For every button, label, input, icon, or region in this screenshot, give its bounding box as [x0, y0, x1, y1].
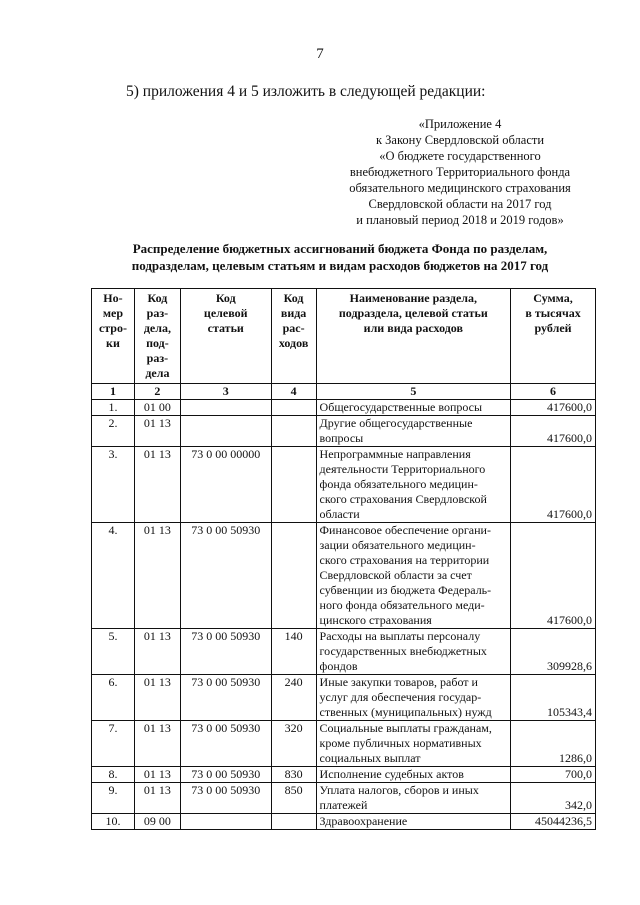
- target-code-cell: 73 0 00 50930: [180, 721, 271, 767]
- column-number-4: 4: [271, 384, 316, 400]
- table-header-row: [92, 289, 596, 384]
- name-line: Другие общегосударственные: [319, 416, 473, 430]
- name-line: платежей: [319, 798, 368, 812]
- appendix-line: внебюджетного Территориального фонда: [349, 165, 571, 179]
- name-line: услуг для обеспечения государ-: [319, 690, 482, 704]
- name-cell: [316, 629, 511, 675]
- column-header-line: или вида расходов: [363, 321, 463, 335]
- table-row: [92, 767, 596, 783]
- column-header-line: целевой: [203, 306, 248, 320]
- appendix-header: [318, 116, 602, 228]
- table-row: [92, 447, 596, 523]
- name-line: ного фонда обязательного меди-: [319, 598, 485, 612]
- name-line: цинского страхования: [319, 613, 432, 627]
- expense-kind-cell: [271, 814, 316, 830]
- appendix-line: к Закону Свердловской области: [375, 133, 545, 147]
- column-numbers-row: [92, 384, 596, 400]
- sum-cell: 417600,0: [511, 447, 596, 523]
- name-line: ственных (муниципальных) нужд: [319, 705, 492, 719]
- column-header-line: статьи: [207, 321, 244, 335]
- appendix-line: и плановый период 2018 и 2019 годов»: [356, 213, 564, 227]
- column-header-line: Код: [215, 291, 236, 305]
- column-header-line: ки: [106, 336, 120, 350]
- column-header-4: [271, 289, 316, 384]
- column-header-line: рас-: [282, 321, 305, 335]
- sum-cell: 417600,0: [511, 523, 596, 629]
- appendix-line: Свердловской области на 2017 год: [368, 197, 552, 211]
- column-header-1: [92, 289, 135, 384]
- target-code-cell: 73 0 00 50930: [180, 629, 271, 675]
- target-code-cell: [180, 400, 271, 416]
- section-code-cell: 01 13: [134, 767, 180, 783]
- name-cell: [316, 447, 511, 523]
- name-line: государственных внебюджетных: [319, 644, 487, 658]
- column-header-2: [134, 289, 180, 384]
- column-header-line: Но-: [103, 291, 123, 305]
- name-line: вопросы: [319, 431, 364, 445]
- sum-cell: 1286,0: [511, 721, 596, 767]
- column-header-line: ходов: [278, 336, 309, 350]
- name-line: Уплата налогов, сборов и иных: [319, 783, 479, 797]
- section-code-cell: 01 13: [134, 523, 180, 629]
- appendix-line: «О бюджете государственного: [379, 149, 541, 163]
- row-number-cell: 1.: [92, 400, 135, 416]
- column-header-line: дела: [145, 366, 170, 380]
- target-code-cell: 73 0 00 50930: [180, 523, 271, 629]
- table-row: [92, 814, 596, 830]
- name-line: Свердловской области за счет: [319, 568, 472, 582]
- column-header-line: раз-: [146, 306, 169, 320]
- row-number-cell: 7.: [92, 721, 135, 767]
- expense-kind-cell: 140: [271, 629, 316, 675]
- name-cell: [316, 783, 511, 814]
- name-line: деятельности Территориального: [319, 462, 486, 476]
- section-code-cell: 09 00: [134, 814, 180, 830]
- section-code-cell: 01 13: [134, 721, 180, 767]
- target-code-cell: 73 0 00 50930: [180, 675, 271, 721]
- name-cell: [316, 523, 511, 629]
- table-title-line: подразделам, целевым статьям и видам расходов бюджетов на 2017 год: [131, 258, 549, 273]
- name-cell: [316, 400, 511, 416]
- name-line: фондов: [319, 659, 358, 673]
- budget-table: [91, 288, 596, 830]
- table-row: [92, 675, 596, 721]
- name-line: Социальные выплаты гражданам,: [319, 721, 492, 735]
- table-row: [92, 721, 596, 767]
- name-cell: [316, 721, 511, 767]
- name-line: ского страхования на территории: [319, 553, 490, 567]
- name-line: Общегосударственные вопросы: [319, 400, 483, 414]
- name-line: фонда обязательного медицин-: [319, 477, 478, 491]
- target-code-cell: [180, 814, 271, 830]
- name-cell: [316, 416, 511, 447]
- target-code-cell: 73 0 00 00000: [180, 447, 271, 523]
- intro-text: 5) приложения 4 и 5 изложить в следующей редакции:: [126, 83, 486, 100]
- sum-cell: 309928,6: [511, 629, 596, 675]
- name-line: социальных выплат: [319, 751, 421, 765]
- name-line: Иные закупки товаров, работ и: [319, 675, 478, 689]
- name-line: Исполнение судебных актов: [319, 767, 464, 781]
- expense-kind-cell: [271, 447, 316, 523]
- section-code-cell: 01 00: [134, 400, 180, 416]
- column-header-line: подраздела, целевой статьи: [338, 306, 488, 320]
- column-header-line: вида: [280, 306, 307, 320]
- column-number-5: 5: [316, 384, 511, 400]
- column-header-line: Код: [147, 291, 168, 305]
- section-code-cell: 01 13: [134, 783, 180, 814]
- column-header-line: мер: [102, 306, 124, 320]
- name-line: Непрограммные направления: [319, 447, 471, 461]
- column-header-line: под-: [146, 336, 169, 350]
- row-number-cell: 2.: [92, 416, 135, 447]
- expense-kind-cell: [271, 416, 316, 447]
- table-row: [92, 400, 596, 416]
- column-number-6: 6: [511, 384, 596, 400]
- target-code-cell: [180, 416, 271, 447]
- name-line: ского страхования Свердловской: [319, 492, 487, 506]
- table-row: [92, 783, 596, 814]
- row-number-cell: 10.: [92, 814, 135, 830]
- row-number-cell: 8.: [92, 767, 135, 783]
- column-number-3: 3: [180, 384, 271, 400]
- column-header-3: [180, 289, 271, 384]
- column-header-line: в тысячах: [525, 306, 581, 320]
- row-number-cell: 3.: [92, 447, 135, 523]
- name-line: субвенции из бюджета Федераль-: [319, 583, 492, 597]
- sum-cell: 45044236,5: [511, 814, 596, 830]
- sum-cell: 342,0: [511, 783, 596, 814]
- table-row: [92, 629, 596, 675]
- row-number-cell: 6.: [92, 675, 135, 721]
- target-code-cell: 73 0 00 50930: [180, 783, 271, 814]
- row-number-cell: 5.: [92, 629, 135, 675]
- expense-kind-cell: [271, 400, 316, 416]
- row-number-cell: 4.: [92, 523, 135, 629]
- column-header-line: Наименование раздела,: [349, 291, 478, 305]
- name-cell: [316, 767, 511, 783]
- expense-kind-cell: [271, 523, 316, 629]
- name-line: кроме публичных нормативных: [319, 736, 482, 750]
- row-number-cell: 9.: [92, 783, 135, 814]
- column-number-1: 1: [92, 384, 135, 400]
- expense-kind-cell: 320: [271, 721, 316, 767]
- name-line: Финансовое обеспечение органи-: [319, 523, 491, 537]
- column-header-line: раз-: [146, 351, 169, 365]
- column-header-line: Код: [283, 291, 304, 305]
- section-code-cell: 01 13: [134, 447, 180, 523]
- expense-kind-cell: 830: [271, 767, 316, 783]
- section-code-cell: 01 13: [134, 675, 180, 721]
- section-code-cell: 01 13: [134, 629, 180, 675]
- column-header-line: рублей: [534, 321, 572, 335]
- section-code-cell: 01 13: [134, 416, 180, 447]
- name-line: зации обязательного медицин-: [319, 538, 476, 552]
- name-cell: [316, 675, 511, 721]
- column-header-line: дела,: [143, 321, 171, 335]
- name-line: Здравоохранение: [319, 814, 408, 828]
- target-code-cell: 73 0 00 50930: [180, 767, 271, 783]
- sum-cell: 700,0: [511, 767, 596, 783]
- column-header-line: стро-: [98, 321, 127, 335]
- column-header-line: Сумма,: [533, 291, 573, 305]
- table-row: [92, 416, 596, 447]
- name-line: области: [319, 507, 360, 521]
- appendix-line: «Приложение 4: [418, 117, 502, 131]
- table-title: [100, 240, 580, 274]
- sum-cell: 417600,0: [511, 416, 596, 447]
- table-title-line: Распределение бюджетных ассигнований бюджета Фонда по разделам,: [132, 241, 548, 256]
- table-row: [92, 523, 596, 629]
- expense-kind-cell: 240: [271, 675, 316, 721]
- column-header-6: [511, 289, 596, 384]
- page-number: 7: [316, 46, 324, 62]
- sum-cell: 417600,0: [511, 400, 596, 416]
- column-number-2: 2: [134, 384, 180, 400]
- sum-cell: 105343,4: [511, 675, 596, 721]
- appendix-line: обязательного медицинского страхования: [349, 181, 571, 195]
- name-line: Расходы на выплаты персоналу: [319, 629, 481, 643]
- expense-kind-cell: 850: [271, 783, 316, 814]
- column-header-5: [316, 289, 511, 384]
- name-cell: [316, 814, 511, 830]
